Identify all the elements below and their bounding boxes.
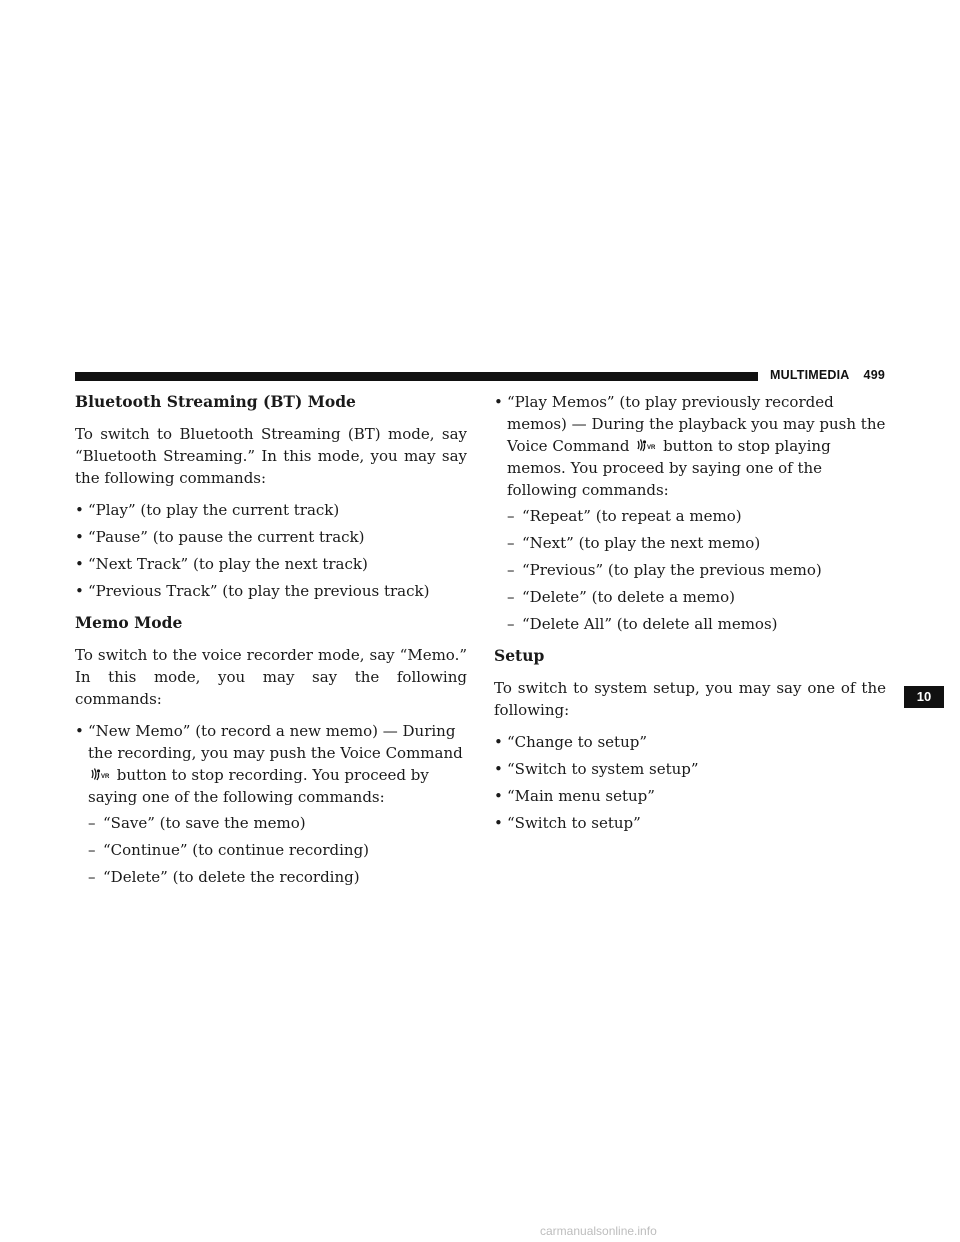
list-item-new-memo: [75, 720, 467, 888]
header-rule: [75, 372, 758, 381]
new-memo-sub-list: [88, 812, 467, 888]
list-item: • “Next Track” (to play the next track): [75, 553, 467, 575]
list-item: • “Switch to system setup”: [494, 758, 886, 780]
left-column: [75, 391, 467, 898]
bt-mode-intro: To switch to Bluetooth Streaming (BT) mode, say “Bluetooth Streaming.” In this mode, you may say the following commands:: [75, 425, 467, 487]
section-title: MULTIMEDIA: [770, 368, 850, 382]
list-item: • “Previous Track” (to play the previous track): [75, 580, 467, 602]
list-item: • “Change to setup”: [494, 731, 886, 753]
memo-command-list: [75, 720, 467, 888]
chapter-tab: 10: [904, 686, 944, 708]
setup-heading: Setup: [494, 646, 545, 665]
list-item: • “Switch to setup”: [494, 812, 886, 834]
svg-text:VR: VR: [101, 774, 110, 780]
voice-command-icon: [636, 438, 656, 452]
list-item: – “Repeat” (to repeat a memo): [507, 505, 886, 527]
play-memos-sub-list: [507, 505, 886, 635]
setup-intro: To switch to system setup, you may say one of the following:: [494, 679, 886, 719]
setup-command-list: [494, 731, 886, 834]
list-item-play-memos: [494, 391, 886, 635]
new-memo-text: “New Memo” (to record a new memo) — During the recording, you may push the Voice Command: [88, 722, 463, 762]
bt-mode-heading: Bluetooth Streaming (BT) Mode: [75, 392, 356, 411]
list-item: – “Save” (to save the memo): [88, 812, 467, 834]
play-memos-list: [494, 391, 886, 635]
list-item: • “Main menu setup”: [494, 785, 886, 807]
list-item: – “Delete” (to delete the recording): [88, 866, 467, 888]
list-item: – “Previous” (to play the previous memo): [507, 559, 886, 581]
running-header: [770, 368, 885, 382]
page-number: 499: [863, 368, 886, 382]
play-memos-text-cont: button to stop playing memos. You proceed by saying one of the following commands:: [507, 437, 831, 499]
list-item: – “Next” (to play the next memo): [507, 532, 886, 554]
watermark: carmanualsonline.info: [540, 1224, 657, 1238]
list-item: • “Play” (to play the current track): [75, 499, 467, 521]
memo-mode-intro: To switch to the voice recorder mode, say “Memo.” In this mode, you may say the following commands:: [75, 646, 467, 708]
right-column: [494, 391, 886, 844]
list-item: – “Delete” (to delete a memo): [507, 586, 886, 608]
list-item: – “Delete All” (to delete all memos): [507, 613, 886, 635]
new-memo-text-cont: button to stop recording. You proceed by saying one of the following commands:: [88, 766, 429, 806]
list-item: • “Pause” (to pause the current track): [75, 526, 467, 548]
memo-mode-heading: Memo Mode: [75, 613, 183, 632]
svg-text:VR: VR: [647, 445, 656, 451]
play-memos-text: “Play Memos” (to play previously recorded memos) — During the playback you may push the Voice Command: [507, 393, 886, 455]
list-item: – “Continue” (to continue recording): [88, 839, 467, 861]
bt-command-list: [75, 499, 467, 602]
voice-command-icon: [90, 767, 110, 781]
